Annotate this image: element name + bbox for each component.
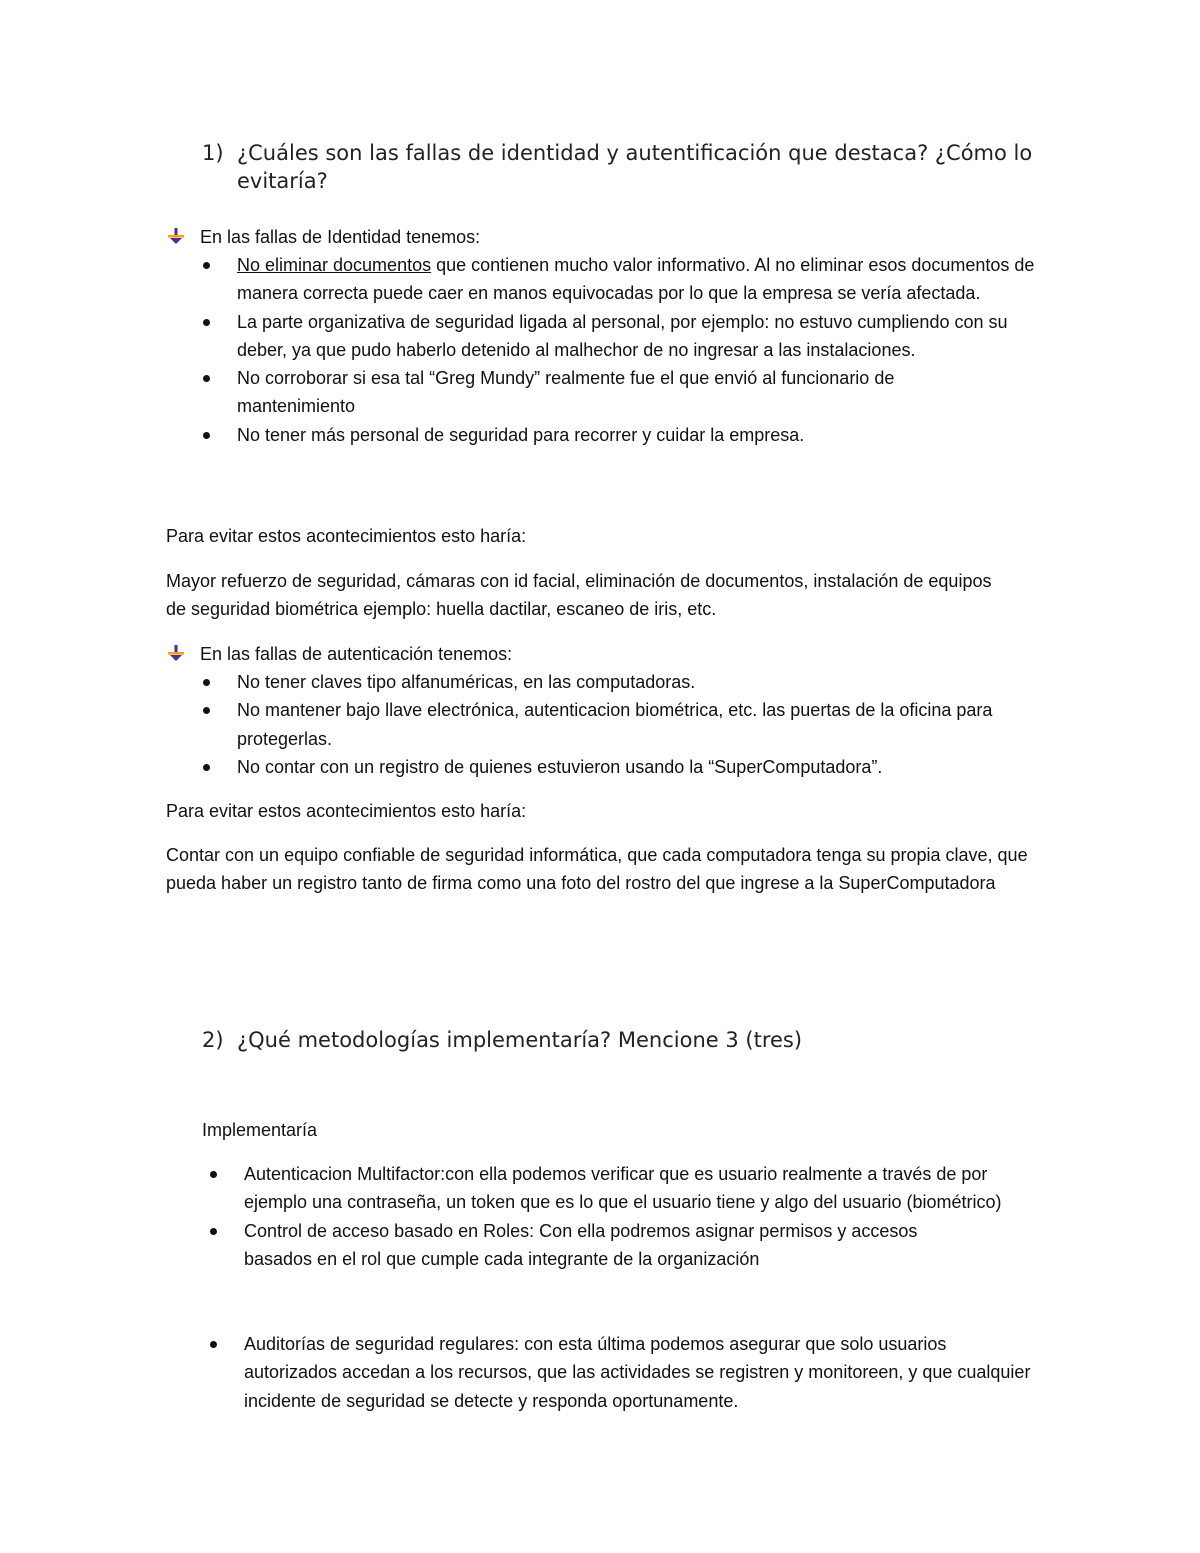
list-item (237, 668, 1037, 696)
list-item (237, 753, 1037, 781)
list-item-text: No tener claves tipo alfanuméricas, en las computadoras. (237, 672, 696, 692)
bullet-dot-icon (203, 375, 210, 382)
q2-bullet-list-2 (0, 1330, 1031, 1415)
question-2-title: ¿Qué metodologías implementaría? Mencione 3 (tres) (237, 1028, 803, 1052)
bullet-dot-icon (203, 707, 210, 714)
question-1-title: ¿Cuáles son las fallas de identidad y autentificación que destaca? ¿Cómo lo evitaría? (237, 141, 1033, 193)
arrow-down-icon (166, 227, 186, 245)
list-item-text: que contienen mucho valor informativo. Al no eliminar esos documentos de manera correcta puede caer en manos equivocadas por lo que la empresa se vería afectada. (237, 255, 1035, 304)
list-item-text: La parte organizativa de seguridad ligada al personal, por ejemplo: no estuvo cumpliendo con su deber, ya que pudo haberlo detenido al malhechor de no ingresar a las instalaciones. (237, 311, 1008, 360)
bullet-dot-icon (203, 319, 210, 326)
bullet-dot-icon (210, 1228, 217, 1235)
list-item-text: No contar con un registro de quienes estuvieron usando la “SuperComputadora”. (237, 756, 883, 777)
list-item (244, 1160, 1034, 1217)
list-item-text: Control de acceso basado en Roles: Con ella podremos asignar permisos y accesos basados en el rol que cumple cada integrante de la organización (244, 1220, 918, 1269)
list-item-text: Autenticacion Multifactor:con ella podemos verificar que es usuario realmente a través de por ejemplo una contraseña, un token que es lo que el usuario tiene y algo del usuario (biométrico) (244, 1164, 1002, 1213)
autenticacion-heading: En las fallas de autenticación tenemos: (200, 644, 513, 664)
list-item-text: No corroborar si esa tal “Greg Mundy” realmente fue el que envió al funcionario de mantenimiento (237, 368, 895, 417)
list-item (237, 421, 1037, 449)
identidad-heading-item (166, 223, 480, 251)
autenticacion-evitar-label: Para evitar estos acontecimientos esto haría: (166, 801, 527, 821)
question-1-number: 1) (202, 141, 224, 165)
q2-intro: Implementaría (202, 1120, 318, 1140)
list-item (237, 251, 1037, 308)
bullet-dot-icon (210, 1171, 217, 1178)
list-item (244, 1330, 1034, 1415)
bullet-dot-icon (203, 432, 210, 439)
autenticacion-bullet-list (0, 668, 993, 781)
question-1-heading (202, 139, 1042, 195)
list-item-text: Auditorías de seguridad regulares: con esta última podemos asegurar que solo usuarios autorizados accedan a los recursos, que las actividades se registren y monitoreen, y que cualquier incidente de seguridad se detecte y responda oportunamente. (244, 1334, 1031, 1411)
bullet-dot-icon (203, 764, 210, 771)
autenticacion-evitar-text: Contar con un equipo confiable de seguridad informática, que cada computadora tenga su propia clave, que pueda haber un registro tanto de firma como una foto del rostro del que ingrese a la SuperComputadora (166, 845, 1028, 894)
bullet-dot-icon (203, 262, 210, 269)
identidad-bullet-list (0, 251, 1035, 449)
bullet-dot-icon (203, 679, 210, 686)
list-item (237, 308, 1037, 365)
autenticacion-heading-item (166, 640, 512, 668)
list-item (244, 1217, 984, 1274)
list-item-text: No mantener bajo llave electrónica, autenticacion biométrica, etc. las puertas de la oficina para protegerlas. (237, 700, 993, 749)
arrow-down-icon (166, 644, 186, 662)
bullet-dot-icon (210, 1341, 217, 1348)
list-item-underlined: No eliminar documentos (237, 255, 432, 275)
identidad-evitar-label: Para evitar estos acontecimientos esto haría: (166, 526, 527, 546)
question-2-heading (202, 1026, 1042, 1054)
question-2-number: 2) (202, 1028, 224, 1052)
list-item-text: No tener más personal de seguridad para recorrer y cuidar la empresa. (237, 424, 805, 445)
list-item (237, 364, 1007, 421)
list-item (237, 696, 1037, 753)
identidad-evitar-text: Mayor refuerzo de seguridad, cámaras con id facial, eliminación de documentos, instalación de equipos de seguridad biométrica ejemplo: huella dactilar, escaneo de iris, etc. (166, 571, 992, 620)
identidad-heading: En las fallas de Identidad tenemos: (200, 227, 481, 247)
q2-bullet-list (0, 1160, 1002, 1273)
